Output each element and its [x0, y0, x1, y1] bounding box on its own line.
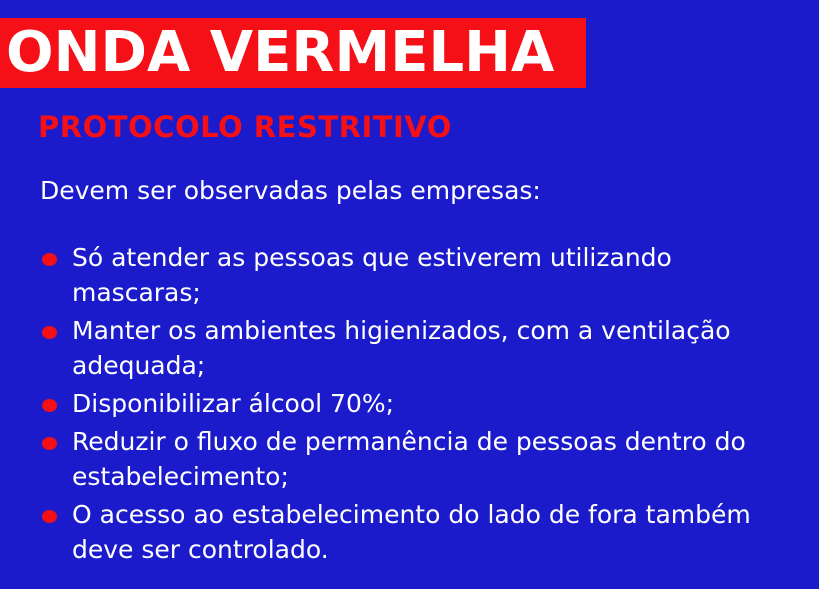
list-item-label: Manter os ambientes higienizados, com a ventilação adequada; — [72, 316, 731, 380]
page-title: ONDA VERMELHA — [6, 20, 555, 85]
title-banner — [0, 18, 586, 88]
list-item-label: Disponibilizar álcool 70%; — [72, 389, 395, 418]
bullet-icon — [42, 253, 57, 266]
list-item-label: O acesso ao estabelecimento do lado de fora também deve ser controlado. — [72, 500, 751, 564]
list-item-label: Reduzir o fluxo de permanência de pessoas dentro do estabelecimento; — [72, 427, 746, 491]
list-item — [36, 313, 796, 383]
rules-list — [36, 240, 796, 570]
list-item — [36, 424, 796, 494]
bullet-icon — [42, 510, 57, 523]
bullet-icon — [42, 437, 57, 450]
list-item — [36, 497, 796, 567]
bullet-icon — [42, 326, 57, 339]
list-item-label: Só atender as pessoas que estiverem utilizando mascaras; — [72, 243, 672, 307]
bullet-icon — [42, 399, 57, 412]
list-item — [36, 240, 796, 310]
list-item — [36, 386, 796, 421]
intro-text: Devem ser observadas pelas empresas: — [40, 176, 541, 205]
subtitle: PROTOCOLO RESTRITIVO — [38, 110, 452, 144]
